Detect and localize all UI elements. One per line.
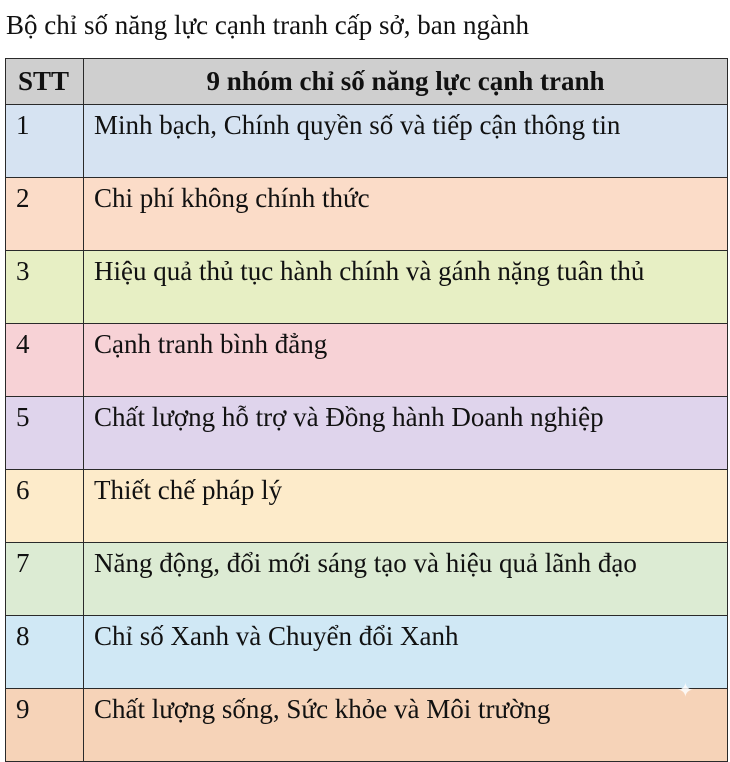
row-index-name: Chi phí không chính thức (84, 178, 728, 251)
row-index-name: Chỉ số Xanh và Chuyển đổi Xanh (84, 616, 728, 689)
row-index-name: Cạnh tranh bình đẳng (84, 324, 728, 397)
table-row (6, 178, 728, 251)
row-number: 7 (6, 543, 84, 616)
table-header-row (6, 59, 728, 105)
competitiveness-index-table (5, 58, 728, 762)
header-index-group: 9 nhóm chỉ số năng lực cạnh tranh (84, 59, 728, 105)
table-row (6, 616, 728, 689)
row-number: 9 (6, 689, 84, 762)
table-row (6, 543, 728, 616)
row-number: 2 (6, 178, 84, 251)
row-number: 4 (6, 324, 84, 397)
table-caption: Bộ chỉ số năng lực cạnh tranh cấp sở, ban ngành (6, 10, 530, 40)
row-index-name: Chất lượng sống, Sức khỏe và Môi trường (84, 689, 728, 762)
row-index-name: Chất lượng hỗ trợ và Đồng hành Doanh nghiệp (84, 397, 728, 470)
row-number: 1 (6, 105, 84, 178)
row-index-name: Hiệu quả thủ tục hành chính và gánh nặng tuân thủ (84, 251, 728, 324)
row-number: 5 (6, 397, 84, 470)
table-row (6, 105, 728, 178)
row-number: 6 (6, 470, 84, 543)
row-number: 8 (6, 616, 84, 689)
row-index-name: Năng động, đổi mới sáng tạo và hiệu quả lãnh đạo (84, 543, 728, 616)
header-stt: STT (6, 59, 84, 105)
table-row (6, 470, 728, 543)
table-row (6, 689, 728, 762)
row-index-name: Thiết chế pháp lý (84, 470, 728, 543)
table-row (6, 251, 728, 324)
row-number: 3 (6, 251, 84, 324)
sparkle-icon: ✦ (677, 678, 694, 702)
row-index-name: Minh bạch, Chính quyền số và tiếp cận thông tin (84, 105, 728, 178)
table-row (6, 397, 728, 470)
table-row (6, 324, 728, 397)
